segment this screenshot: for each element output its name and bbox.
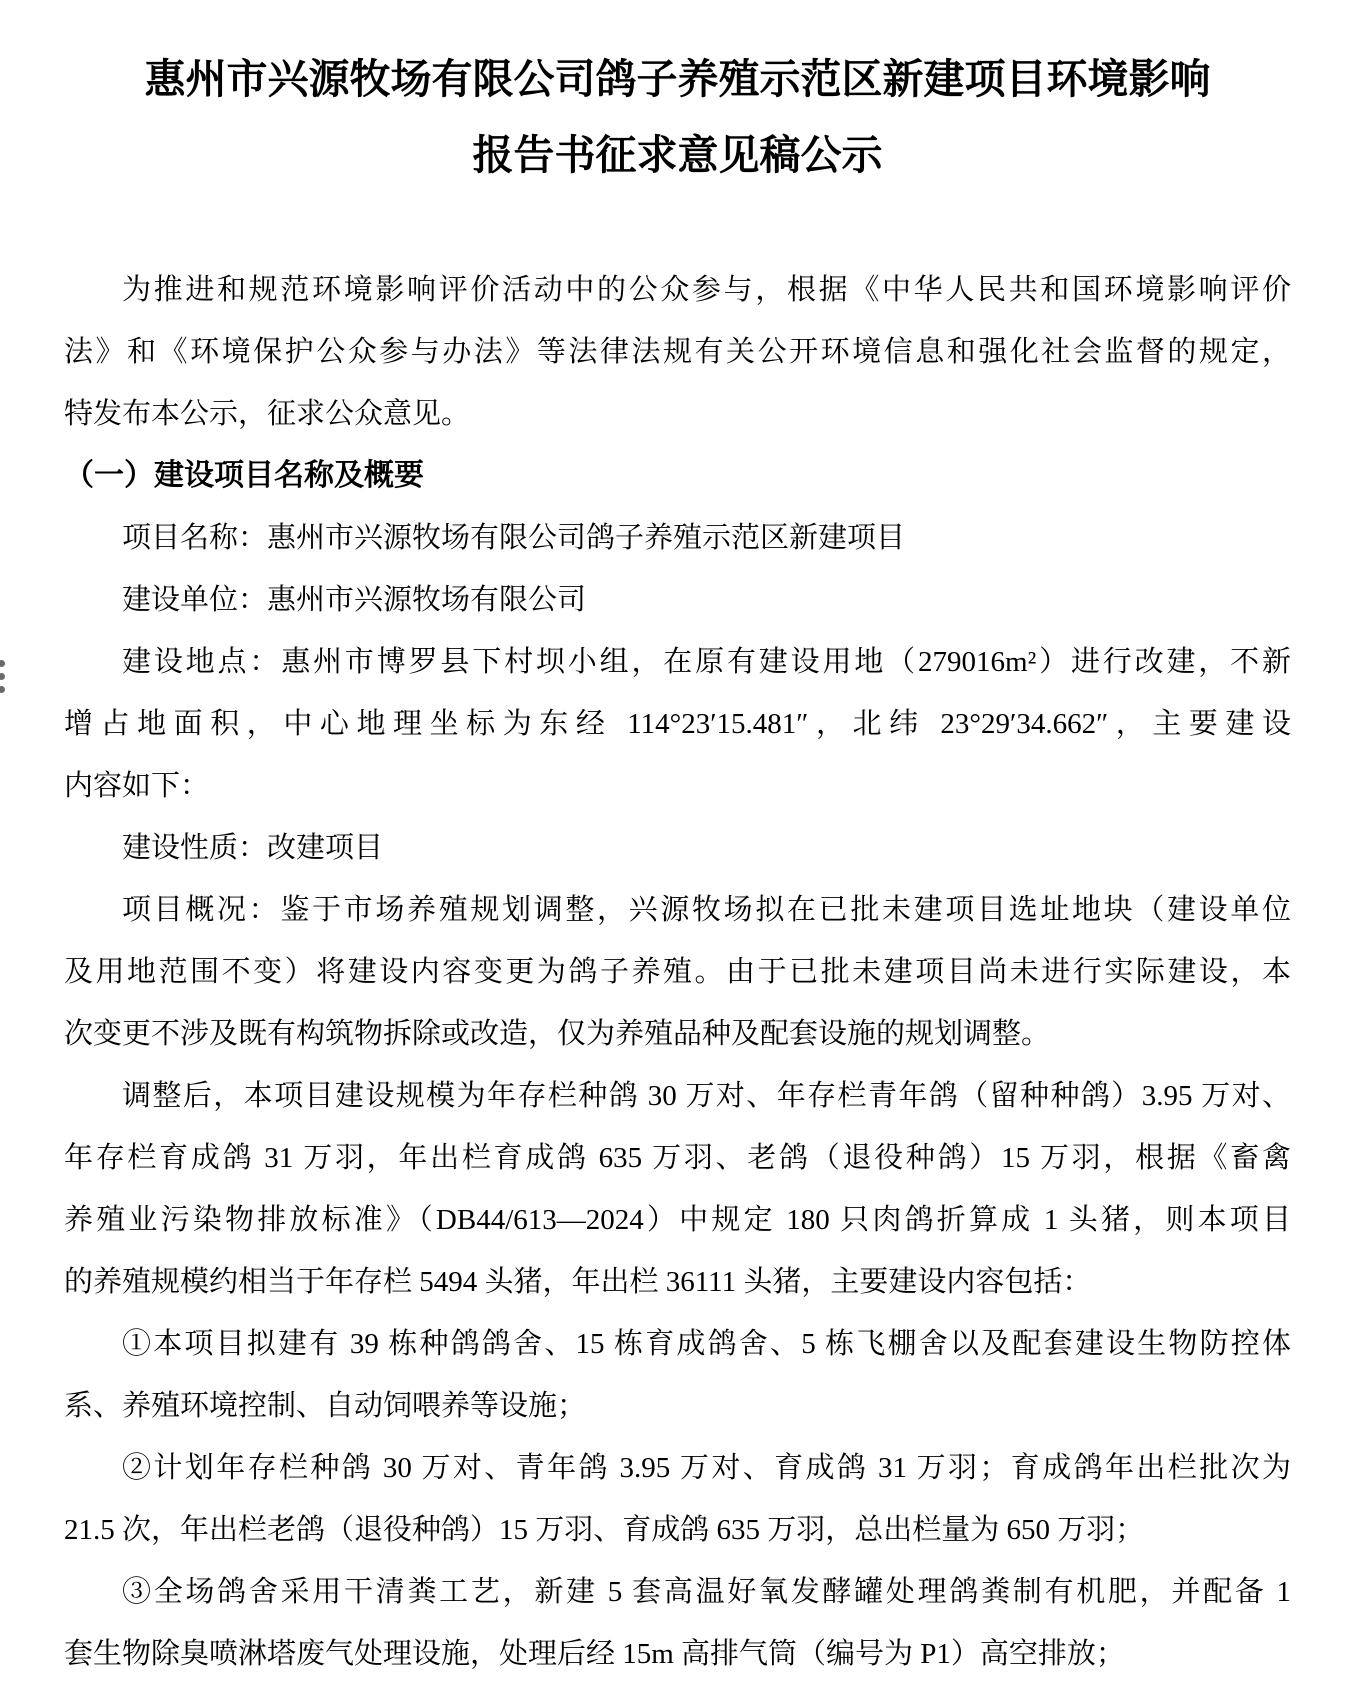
construction-item-2-paragraph	[64, 1437, 1291, 1561]
text-line: ②计划年存栏种鸽 30 万对、青年鸽 3.95 万对、育成鸽 31 万羽；育成鸽年出栏批次为	[122, 1452, 1291, 1484]
text-line: 项目名称：惠州市兴源牧场有限公司鸽子养殖示范区新建项目	[122, 522, 906, 554]
text-line: 内容如下：	[64, 770, 210, 802]
text-line: 次变更不涉及既有构筑物拆除或改造，仅为养殖品种及配套设施的规划调整。	[64, 1018, 1051, 1050]
text-line: 的养殖规模约相当于年存栏 5494 头猪，年出栏 36111 头猪，主要建设内容包括：	[64, 1266, 1092, 1298]
text-line: ③全场鸽舍采用干清粪工艺，新建 5 套高温好氧发酵罐处理鸽粪制有机肥，并配备 1	[122, 1576, 1291, 1608]
document-title-line-1: 惠州市兴源牧场有限公司鸽子养殖示范区新建项目环境影响	[144, 56, 1211, 102]
text-line: 套生物除臭喷淋塔废气处理设施，处理后经 15m 高排气筒（编号为 P1）高空排放；	[64, 1638, 1125, 1670]
text-line: 法》和《环境保护公众参与办法》等法律法规有关公开环境信息和强化社会监督的规定，	[64, 336, 1291, 368]
document-body	[64, 259, 1291, 1685]
document-title	[64, 41, 1291, 193]
project-name-paragraph	[64, 507, 1291, 569]
text-line: 项目概况：鉴于市场养殖规划调整，兴源牧场拟在已批未建项目选址地块（建设单位	[122, 894, 1291, 926]
construction-item-1-paragraph	[64, 1313, 1291, 1437]
text-line: 为推进和规范环境影响评价活动中的公众参与，根据《中华人民共和国环境影响评价	[122, 274, 1291, 306]
text-line: 增占地面积，中心地理坐标为东经 114°23′15.481″，北纬 23°29′34.662″，主要建设	[64, 708, 1291, 740]
text-line: 养殖业污染物排放标准》（DB44/613—2024）中规定 180 只肉鸽折算成 1 头猪，则本项目	[64, 1204, 1291, 1236]
construction-item-3-paragraph	[64, 1561, 1291, 1685]
document-title-line-2: 报告书征求意见稿公示	[472, 132, 883, 178]
text-line: 建设单位：惠州市兴源牧场有限公司	[122, 584, 587, 616]
construction-nature-paragraph	[64, 817, 1291, 879]
margin-dot-icon	[0, 660, 5, 667]
margin-dot-icon	[0, 686, 5, 693]
construction-location-paragraph	[64, 631, 1291, 817]
section1-heading: （一）建设项目名称及概要	[64, 459, 424, 492]
text-line: 建设性质：改建项目	[122, 832, 384, 864]
text-line: ①本项目拟建有 39 栋种鸽鸽舍、15 栋育成鸽舍、5 栋飞棚舍以及配套建设生物防控体	[122, 1328, 1291, 1360]
project-overview-paragraph	[64, 879, 1291, 1065]
text-line: 建设地点：惠州市博罗县下村坝小组，在原有建设用地（279016m²）进行改建，不新	[122, 646, 1291, 678]
project-scale-paragraph	[64, 1065, 1291, 1313]
intro-paragraph	[64, 259, 1291, 445]
construction-unit-paragraph	[64, 569, 1291, 631]
text-line: 特发布本公示，征求公众意见。	[64, 398, 471, 430]
text-line: 调整后，本项目建设规模为年存栏种鸽 30 万对、年存栏青年鸽（留种种鸽）3.95 万对、	[122, 1080, 1291, 1112]
text-line: 21.5 次，年出栏老鸽（退役种鸽）15 万羽、育成鸽 635 万羽，总出栏量为 650 万羽；	[64, 1514, 1145, 1546]
left-margin-dots-indicator	[0, 660, 8, 693]
text-line: 系、养殖环境控制、自动饲喂养等设施；	[64, 1390, 587, 1422]
text-line: 及用地范围不变）将建设内容变更为鸽子养殖。由于已批未建项目尚未进行实际建设，本	[64, 956, 1291, 988]
text-line: 年存栏育成鸽 31 万羽，年出栏育成鸽 635 万羽、老鸽（退役种鸽）15 万羽，根据《畜禽	[64, 1142, 1291, 1174]
margin-dot-icon	[0, 673, 5, 680]
